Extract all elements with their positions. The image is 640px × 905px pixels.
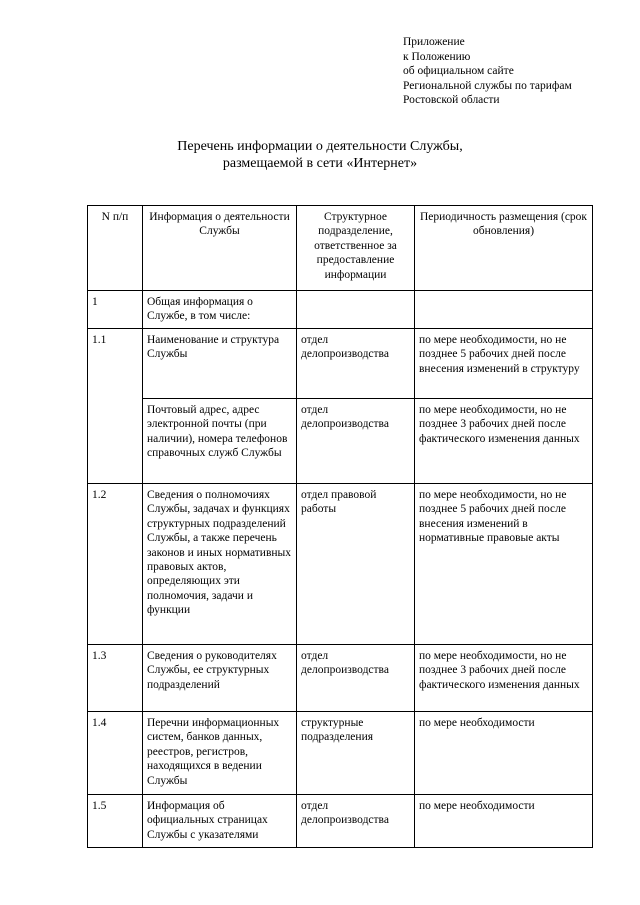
header-unit: Структурное подразделение, ответственное за предоставление информации xyxy=(297,206,415,291)
cell-period xyxy=(415,291,593,329)
appendix-line: Ростовской области xyxy=(403,94,500,107)
header-period: Периодичность размещения (срок обновления) xyxy=(415,206,593,291)
cell-unit: отдел правовой работы xyxy=(297,484,415,645)
cell-info: Наименование и структура Службы xyxy=(143,329,297,399)
table-row xyxy=(88,399,593,484)
cell-info: Перечни информационных систем, банков данных, реестров, регистров, находящихся в ведении Службы xyxy=(143,712,297,795)
table-row xyxy=(88,795,593,848)
appendix-note xyxy=(403,35,572,108)
cell-num: 1.4 xyxy=(88,712,143,795)
header-num: N п/п xyxy=(88,206,143,291)
cell-num: 1 xyxy=(88,291,143,329)
table-header-row xyxy=(88,206,593,291)
cell-period: по мере необходимости, но не позднее 3 рабочих дней после фактического изменения данных xyxy=(415,399,593,484)
cell-period: по мере необходимости, но не позднее 5 рабочих дней после внесения изменений в нормативные правовые акты xyxy=(415,484,593,645)
cell-info: Сведения о руководителях Службы, ее структурных подразделений xyxy=(143,645,297,712)
header-info: Информация о деятельности Службы xyxy=(143,206,297,291)
appendix-line: Региональной службы по тарифам xyxy=(403,79,572,92)
appendix-line: об официальном сайте xyxy=(403,65,514,78)
cell-unit: отдел делопроизводства xyxy=(297,645,415,712)
document-title xyxy=(0,138,640,172)
cell-num: 1.5 xyxy=(88,795,143,848)
cell-num: 1.1 xyxy=(88,329,143,484)
title-line: Перечень информации о деятельности Службы, xyxy=(177,139,463,154)
table-row xyxy=(88,329,593,399)
cell-unit: структурные подразделения xyxy=(297,712,415,795)
cell-unit: отдел делопроизводства xyxy=(297,399,415,484)
cell-period: по мере необходимости, но не позднее 3 рабочих дней после фактического изменения данных xyxy=(415,645,593,712)
cell-info: Почтовый адрес, адрес электронной почты (при наличии), номера телефонов справочных служб Службы xyxy=(143,399,297,484)
cell-period: по мере необходимости, но не позднее 5 рабочих дней после внесения изменений в структуру xyxy=(415,329,593,399)
appendix-line: к Положению xyxy=(403,50,471,63)
table-row xyxy=(88,712,593,795)
cell-num: 1.2 xyxy=(88,484,143,645)
cell-info: Общая информация о Службе, в том числе: xyxy=(143,291,297,329)
cell-num: 1.3 xyxy=(88,645,143,712)
cell-info: Сведения о полномочиях Службы, задачах и функциях структурных подразделений Службы, а также перечень законов и иных нормативных правовых актов, определяющих эти полномочия, задачи и функции xyxy=(143,484,297,645)
cell-period: по мере необходимости xyxy=(415,712,593,795)
cell-info: Информация об официальных страницах Службы с указателями xyxy=(143,795,297,848)
table-row xyxy=(88,645,593,712)
cell-unit: отдел делопроизводства xyxy=(297,329,415,399)
cell-period: по мере необходимости xyxy=(415,795,593,848)
cell-unit: отдел делопроизводства xyxy=(297,795,415,848)
cell-unit xyxy=(297,291,415,329)
title-line: размещаемой в сети «Интернет» xyxy=(222,156,418,171)
table-row xyxy=(88,484,593,645)
appendix-line: Приложение xyxy=(403,36,465,48)
information-table xyxy=(87,205,593,848)
table-row xyxy=(88,291,593,329)
